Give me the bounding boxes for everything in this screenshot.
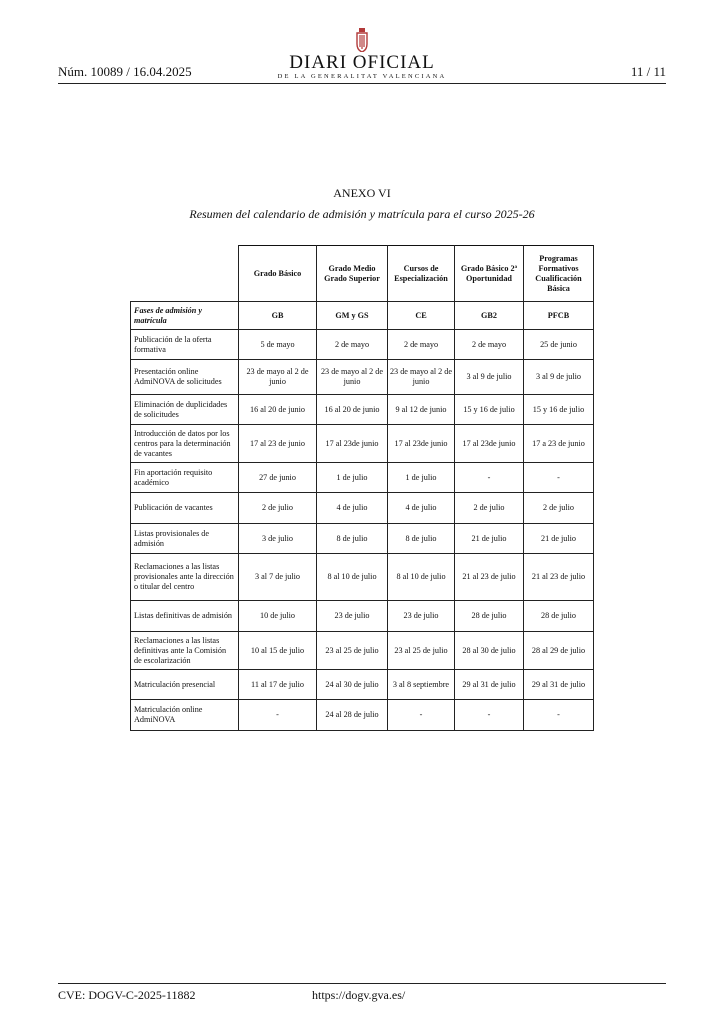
date-cell: - <box>524 463 594 493</box>
column-code: GB <box>239 302 317 330</box>
date-cell: 11 al 17 de julio <box>239 670 317 700</box>
table-row <box>131 395 594 425</box>
table-row <box>131 463 594 493</box>
table-row <box>131 425 594 463</box>
date-cell: 3 al 8 septiembre <box>388 670 455 700</box>
phase-cell: Listas provisionales de admisión <box>131 524 239 554</box>
column-header: Cursos de Especialización <box>388 246 455 302</box>
diari-oficial-logo <box>250 28 474 81</box>
column-code: GM y GS <box>317 302 388 330</box>
phase-cell: Listas definitivas de admisión <box>131 601 239 632</box>
date-cell: 17 al 23de junio <box>388 425 455 463</box>
date-cell: 10 al 15 de julio <box>239 632 317 670</box>
date-cell: 23 de mayo al 2 de junio <box>239 360 317 395</box>
date-cell: 2 de mayo <box>317 330 388 360</box>
table-row <box>131 670 594 700</box>
date-cell: 3 al 9 de julio <box>455 360 524 395</box>
date-cell: 15 y 16 de julio <box>455 395 524 425</box>
table-row <box>131 330 594 360</box>
date-cell: - <box>524 700 594 731</box>
phase-column-header: Fases de admisión y matrícula <box>131 302 239 330</box>
logo-subtitle: DE LA GENERALITAT VALENCIANA <box>277 73 447 80</box>
date-cell: 23 de julio <box>317 601 388 632</box>
date-cell: 16 al 20 de junio <box>239 395 317 425</box>
date-cell: 23 al 25 de julio <box>317 632 388 670</box>
column-header-row <box>131 246 594 302</box>
date-cell: 3 al 9 de julio <box>524 360 594 395</box>
phase-cell: Introducción de datos por los centros para la determinación de vacantes <box>131 425 239 463</box>
footer-divider <box>58 983 666 984</box>
date-cell: 2 de mayo <box>455 330 524 360</box>
date-cell: 29 al 31 de julio <box>524 670 594 700</box>
date-cell: 17 a 23 de junio <box>524 425 594 463</box>
footer-url-link[interactable]: https://dogv.gva.es/ <box>312 988 406 1002</box>
date-cell: 8 al 10 de julio <box>388 554 455 601</box>
date-cell: 17 al 23de junio <box>455 425 524 463</box>
column-header: Grado Básico 2ª Oportunidad <box>455 246 524 302</box>
phase-cell: Reclamaciones a las listas definitivas ante la Comisión de escolarización <box>131 632 239 670</box>
date-cell: 28 de julio <box>455 601 524 632</box>
column-header: Grado Básico <box>239 246 317 302</box>
phase-cell: Presentación online AdmiNOVA de solicitudes <box>131 360 239 395</box>
date-cell: 23 de julio <box>388 601 455 632</box>
annex-title: ANEXO VI <box>333 186 391 200</box>
date-cell: 2 de mayo <box>388 330 455 360</box>
table-row <box>131 493 594 524</box>
date-cell: 3 al 7 de julio <box>239 554 317 601</box>
date-cell: 2 de julio <box>455 493 524 524</box>
header-divider <box>58 83 666 84</box>
date-cell: 23 de mayo al 2 de junio <box>317 360 388 395</box>
cve-code: CVE: DOGV-C-2025-11882 <box>58 988 196 1002</box>
date-cell: 2 de julio <box>239 493 317 524</box>
column-code: CE <box>388 302 455 330</box>
date-cell: 29 al 31 de julio <box>455 670 524 700</box>
date-cell: 2 de julio <box>524 493 594 524</box>
date-cell: 25 de junio <box>524 330 594 360</box>
date-cell: 24 al 30 de julio <box>317 670 388 700</box>
date-cell: - <box>455 463 524 493</box>
date-cell: 8 de julio <box>317 524 388 554</box>
date-cell: 24 al 28 de julio <box>317 700 388 731</box>
table-row <box>131 601 594 632</box>
column-code: GB2 <box>455 302 524 330</box>
date-cell: 1 de julio <box>388 463 455 493</box>
logo-title: DIARI OFICIAL <box>289 52 435 73</box>
phase-cell: Matriculación presencial <box>131 670 239 700</box>
phase-cell: Fin aportación requisito académico <box>131 463 239 493</box>
phase-cell: Publicación de la oferta formativa <box>131 330 239 360</box>
issue-number: Núm. 10089 / 16.04.2025 <box>58 64 192 79</box>
calendar-table <box>130 245 594 731</box>
date-cell: 16 al 20 de junio <box>317 395 388 425</box>
generalitat-emblem-icon <box>354 28 370 52</box>
phase-cell: Matriculación online AdmiNOVA <box>131 700 239 731</box>
date-cell: 4 de julio <box>317 493 388 524</box>
date-cell: 1 de julio <box>317 463 388 493</box>
date-cell: 21 de julio <box>524 524 594 554</box>
table-row <box>131 700 594 731</box>
annex-subtitle: Resumen del calendario de admisión y matrícula para el curso 2025-26 <box>189 207 535 221</box>
date-cell: 21 de julio <box>455 524 524 554</box>
date-cell: 17 al 23 de junio <box>239 425 317 463</box>
table-row <box>131 554 594 601</box>
phase-cell: Reclamaciones a las listas provisionales ante la dirección o titular del centro <box>131 554 239 601</box>
date-cell: 10 de julio <box>239 601 317 632</box>
date-cell: - <box>388 700 455 731</box>
date-cell: 3 de julio <box>239 524 317 554</box>
table-row <box>131 632 594 670</box>
table-row <box>131 360 594 395</box>
date-cell: 28 al 30 de julio <box>455 632 524 670</box>
date-cell: 17 al 23de junio <box>317 425 388 463</box>
phase-cell: Publicación de vacantes <box>131 493 239 524</box>
date-cell: 28 al 29 de julio <box>524 632 594 670</box>
date-cell: - <box>455 700 524 731</box>
date-cell: 23 de mayo al 2 de junio <box>388 360 455 395</box>
date-cell: 4 de julio <box>388 493 455 524</box>
date-cell: 8 al 10 de julio <box>317 554 388 601</box>
date-cell: 15 y 16 de julio <box>524 395 594 425</box>
date-cell: - <box>239 700 317 731</box>
date-cell: 23 al 25 de julio <box>388 632 455 670</box>
column-code: PFCB <box>524 302 594 330</box>
empty-corner-cell <box>131 246 239 302</box>
page-number: 11 / 11 <box>630 64 666 79</box>
date-cell: 21 al 23 de julio <box>524 554 594 601</box>
column-header: Programas Formativos Cualificación Básica <box>524 246 594 302</box>
table-row <box>131 524 594 554</box>
date-cell: 27 de junio <box>239 463 317 493</box>
date-cell: 28 de julio <box>524 601 594 632</box>
phase-cell: Eliminación de duplicidades de solicitudes <box>131 395 239 425</box>
column-header: Grado Medio Grado Superior <box>317 246 388 302</box>
date-cell: 9 al 12 de junio <box>388 395 455 425</box>
date-cell: 8 de julio <box>388 524 455 554</box>
date-cell: 5 de mayo <box>239 330 317 360</box>
code-header-row <box>131 302 594 330</box>
date-cell: 21 al 23 de julio <box>455 554 524 601</box>
